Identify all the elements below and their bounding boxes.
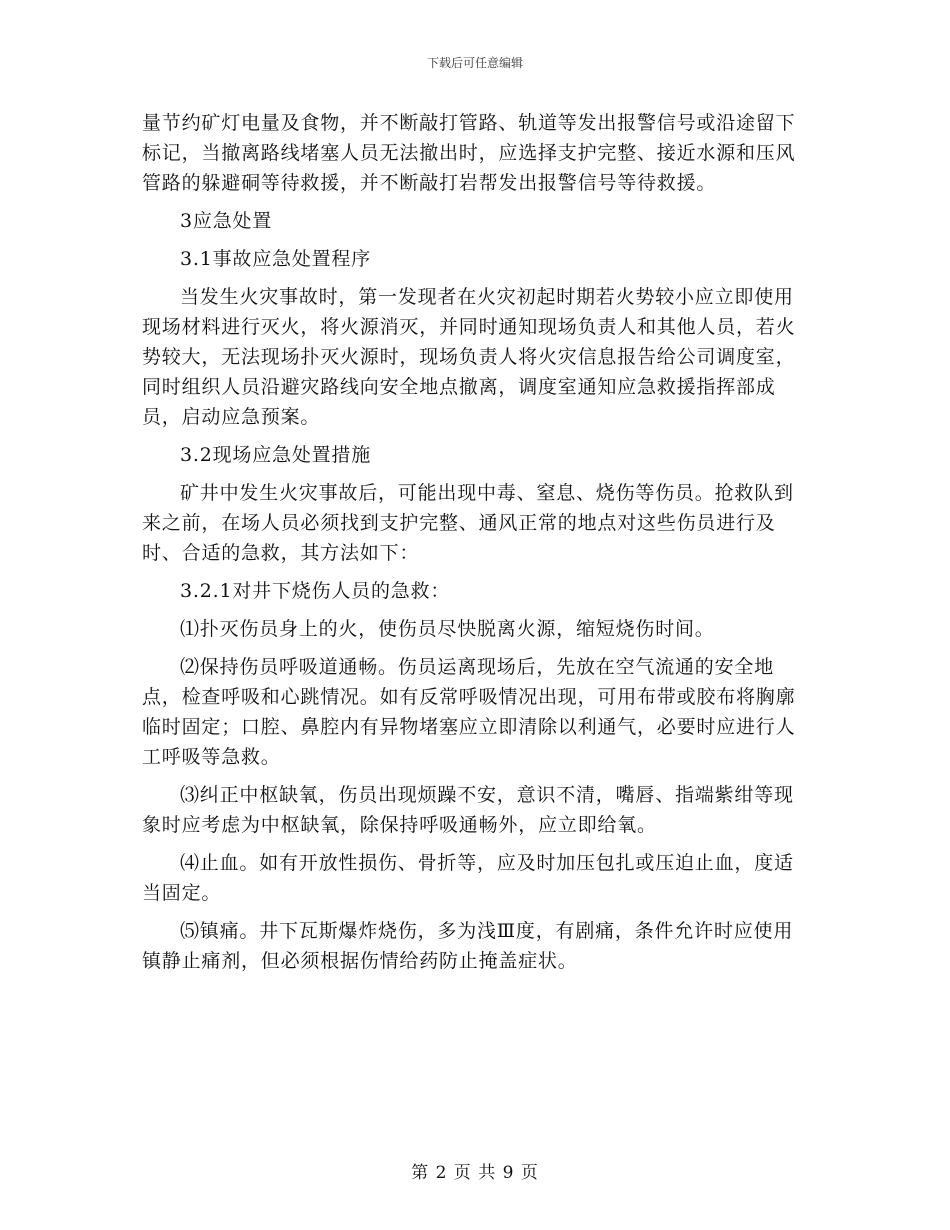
list-item-2: ⑵保持伤员呼吸道通畅。伤员运离现场后，先放在空气流通的安全地点，检查呼吸和心跳情况。如有反常呼吸情况出现，可用布带或胶布将胸廓临时固定；口腔、鼻腔内有异物堵塞应立即清除以利通气，必要时应进行人工呼吸等急救。 xyxy=(142,656,796,768)
list-item-4: ⑷止血。如有开放性损伤、骨折等，应及时加压包扎或压迫止血，度适当固定。 xyxy=(142,852,794,904)
page-number: 第 2 页 共 9 页 xyxy=(411,1163,539,1183)
page-header: 下载后可任意编辑 xyxy=(426,56,523,70)
section-heading-3-1: 3.1事故应急处置程序 xyxy=(180,248,372,270)
paragraph-continued: 量节约矿灯电量及食物，并不断敲打管路、轨道等发出报警信号或沿途留下标记，当撤离路线堵塞人员无法撤出时，应选择支护完整、接近水源和压风管路的躲避硐等待救援，并不断敲打岩帮发出报警信号等待救援。 xyxy=(142,112,796,194)
paragraph-measures: 矿井中发生火灾事故后，可能出现中毒、窒息、烧伤等伤员。抢救队到来之前，在场人员必须找到支护完整、通风正常的地点对这些伤员进行及时、合适的急救，其方法如下： xyxy=(142,482,794,564)
list-item-1: ⑴扑灭伤员身上的火，使伤员尽快脱离火源，缩短烧伤时间。 xyxy=(180,618,715,640)
paragraph-procedure: 当发生火灾事故时，第一发现者在火灾初起时期若火势较小应立即使用现场材料进行灭火，将火源消灭，并同时通知现场负责人和其他人员，若火势较大，无法现场扑灭火源时，现场负责人将火灾信息报告给公司调度室，同时组织人员沿避灾路线向安全地点撤离，调度室通知应急救援指挥部成员，启动应急预案。 xyxy=(142,286,796,428)
list-item-5: ⑸镇痛。井下瓦斯爆炸烧伤，多为浅Ⅲ度，有剧痛，条件允许时应使用镇静止痛剂，但必须根据伤情给药防止掩盖症状。 xyxy=(142,920,794,972)
document-body xyxy=(142,108,812,976)
list-item-3: ⑶纠正中枢缺氧，伤员出现烦躁不安，意识不清，嘴唇、指端紫绀等现象时应考虑为中枢缺氧，除保持呼吸通畅外，应立即给氧。 xyxy=(142,784,794,836)
section-heading-3: 3应急处置 xyxy=(180,210,273,232)
section-heading-3-2: 3.2现场应急处置措施 xyxy=(180,444,372,466)
section-heading-3-2-1: 3.2.1对井下烧伤人员的急救： xyxy=(180,580,451,602)
